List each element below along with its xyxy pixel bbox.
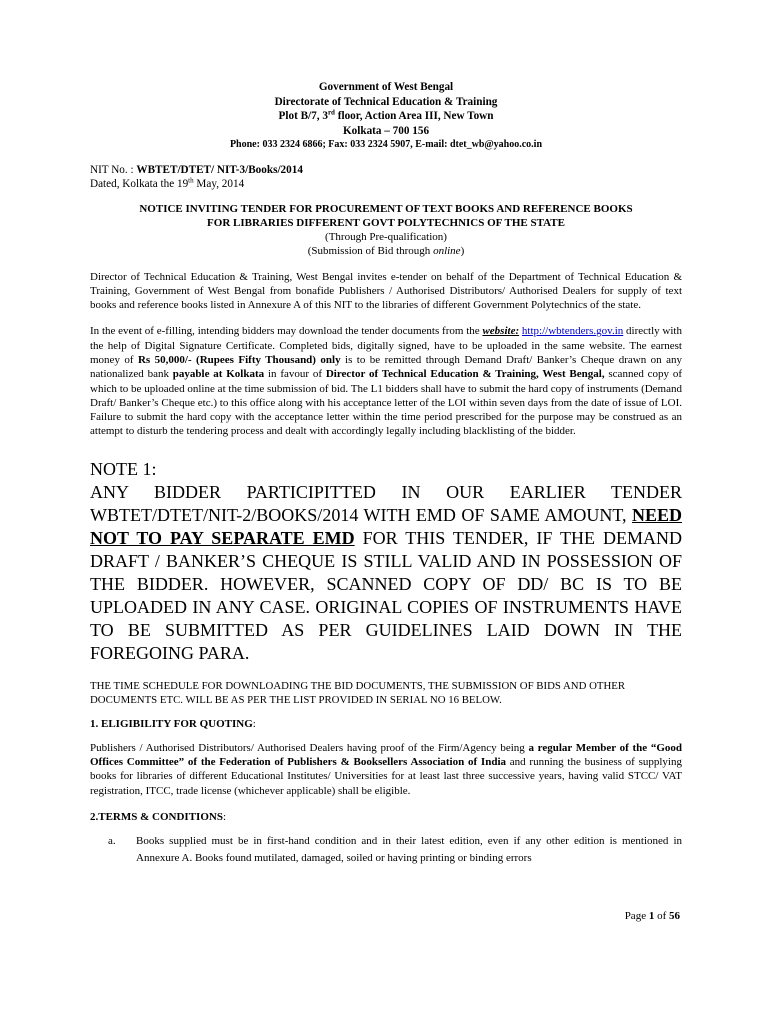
nit-label: NIT No. : bbox=[90, 163, 137, 176]
contact-line: Phone: 033 2324 6866; Fax: 033 2324 5907, E-mail: dtet_wb@yahoo.co.in bbox=[229, 139, 543, 150]
efiling-paragraph bbox=[90, 324, 682, 438]
notice-title-block bbox=[90, 202, 682, 258]
efiling-text-5: scanned copy of which to be uploaded online at the time submission of bid. The L1 bidders shall have to submit the hard copy of instruments (Demand Draft/ Banker’s Cheque etc.) to this office along with his acceptance letter of the LOI within seven days from the date of issue of LOI. Failure to submit the hard copy with the acceptance letter within the time period prescribed for the purpose may be construed as an attempt to disturb the tendering process and dealt with accordingly legally including blacklisting of the bidder. bbox=[90, 368, 682, 438]
website-label: website: bbox=[482, 325, 520, 338]
list-item bbox=[90, 833, 682, 867]
schedule-paragraph: THE TIME SCHEDULE FOR DOWNLOADING THE BID DOCUMENTS, THE SUBMISSION OF BIDS AND OTHER DOCUMENTS ETC. WILL BE AS PER THE LIST PROVIDED IN SERIAL NO 16 BELOW. bbox=[90, 679, 626, 706]
nit-number: WBTET/DTET/ NIT-3/Books/2014 bbox=[136, 163, 303, 176]
nit-block bbox=[90, 163, 682, 191]
letterhead bbox=[90, 80, 682, 153]
efiling-text-2: directly with the help of Digital Signature Certificate. Completed bids, digitally signed, have to be uploaded in the same website. The earnest money of bbox=[90, 325, 682, 366]
section-2-heading: 2.TERMS & CONDITIONS bbox=[90, 810, 223, 823]
list-marker: a. bbox=[108, 834, 116, 847]
section-1-colon: : bbox=[252, 717, 256, 730]
nit-date-sup: th bbox=[188, 175, 194, 184]
section-2-colon: : bbox=[222, 810, 226, 823]
payable-location: payable at Kolkata bbox=[172, 368, 265, 381]
section-terms bbox=[90, 810, 682, 867]
note-1 bbox=[90, 458, 682, 665]
eligibility-bold: a regular Member of the “Good Offices Committee” of the Federation of Publishers & Booksellers Association of India bbox=[90, 741, 683, 769]
nit-number-line bbox=[90, 163, 682, 177]
eligibility-paragraph bbox=[90, 741, 682, 798]
section-eligibility bbox=[90, 717, 682, 798]
note-emphasis: NEED NOT TO PAY SEPARATE EMD bbox=[90, 504, 682, 548]
eligibility-text-1: Publishers / Authorised Distributors/ Authorised Dealers having proof of the Firm/Agency being bbox=[90, 741, 529, 754]
section-1-heading: 1. ELIGIBILITY FOR QUOTING bbox=[90, 717, 253, 730]
efiling-text-3: is to be remitted through Demand Draft/ Banker’s Cheque drawn on any nationalized bank bbox=[90, 353, 682, 381]
sub2-a: (Submission of Bid through bbox=[307, 244, 434, 257]
note-text-1: ANY BIDDER PARTICIPITTED IN OUR EARLIER TENDER WBTET/DTET/NIT-2/BOOKS/2014 WITH EMD OF SAME AMOUNT, bbox=[90, 481, 682, 525]
page-number bbox=[625, 910, 680, 922]
notice-title-1: NOTICE INVITING TENDER FOR PROCUREMENT OF TEXT BOOKS AND REFERENCE BOOKS bbox=[139, 202, 633, 215]
payee-name: Director of Technical Education & Training, West Bengal, bbox=[325, 368, 605, 381]
govt-name: Government of West Bengal bbox=[318, 81, 454, 93]
page-current: 1 bbox=[648, 910, 655, 922]
eligibility-text-2: and running the business of supplying books for libraries of different Educational Institutes/ Universities for at least last three successive years, having valid STCC/ VAT registration, ITCC, trade license (whichever applicable) shall be eligible. bbox=[90, 756, 682, 797]
note-text-2: FOR THIS TENDER, IF THE DEMAND DRAFT / BANKER’S CHEQUE IS STILL VALID AND IN POSSESSION OF THE BIDDER. HOWEVER, SCANNED COPY OF DD/ BC IS TO BE UPLOADED IN ANY CASE. ORIGINAL COPIES OF INSTRUMENTS HAVE TO BE SUBMITTED AS PER GUIDELINES LAID DOWN IN THE FOREGOING PARA. bbox=[90, 527, 682, 663]
note-heading: NOTE 1: bbox=[90, 458, 157, 479]
notice-sub-1: (Through Pre-qualification) bbox=[325, 230, 447, 243]
address-sup: rd bbox=[327, 108, 335, 117]
address-part-2: floor, Action Area III, New Town bbox=[334, 110, 494, 122]
section-heading bbox=[90, 810, 682, 824]
nit-date-line bbox=[90, 177, 682, 191]
page-label: Page bbox=[624, 910, 649, 922]
list-item-text: Books supplied must be in first-hand condition and in their latest edition, even if any other edition is mentioned in Annexure A. Books found mutilated, damaged, soiled or having printing or binding errors bbox=[136, 834, 682, 864]
nit-date: Dated, Kolkata the 19 bbox=[90, 177, 189, 190]
address-line bbox=[90, 109, 682, 124]
document-page bbox=[90, 80, 682, 867]
notice-sub-2 bbox=[90, 244, 682, 258]
notice-title-2: FOR LIBRARIES DIFFERENT GOVT POLYTECHNICS OF THE STATE bbox=[207, 216, 565, 229]
directorate-name: Directorate of Technical Education & Training bbox=[274, 95, 498, 108]
city-line: Kolkata – 700 156 bbox=[342, 124, 430, 137]
section-heading bbox=[90, 717, 682, 731]
sub2-italic: online bbox=[433, 244, 461, 257]
emd-amount: Rs 50,000/- (Rupees Fifty Thousand) only bbox=[137, 353, 341, 366]
note-body bbox=[90, 481, 682, 665]
intro-paragraph: Director of Technical Education & Training, West Bengal invites e-tender on behalf of the Department of Technical Education & Training, Government of West Bengal from bonafide Publishers / Authorised Distributors/ Authorised Dealers for supply of text books and reference books listed in Annexure A of this NIT to the libraries of different Government Polytechnics of the state. bbox=[90, 270, 682, 312]
page-of: of bbox=[654, 910, 669, 922]
efiling-text-1: In the event of e-filling, intending bidders may download the tender documents from the bbox=[90, 325, 483, 338]
page-total: 56 bbox=[669, 910, 680, 922]
sub2-b: ) bbox=[460, 244, 465, 257]
address-part: Plot B/7, 3 bbox=[278, 110, 328, 122]
tender-website-link[interactable]: http://wbtenders.gov.in bbox=[521, 325, 624, 338]
efiling-text-4: in favour of bbox=[264, 368, 326, 381]
nit-date-2: May, 2014 bbox=[193, 177, 245, 190]
